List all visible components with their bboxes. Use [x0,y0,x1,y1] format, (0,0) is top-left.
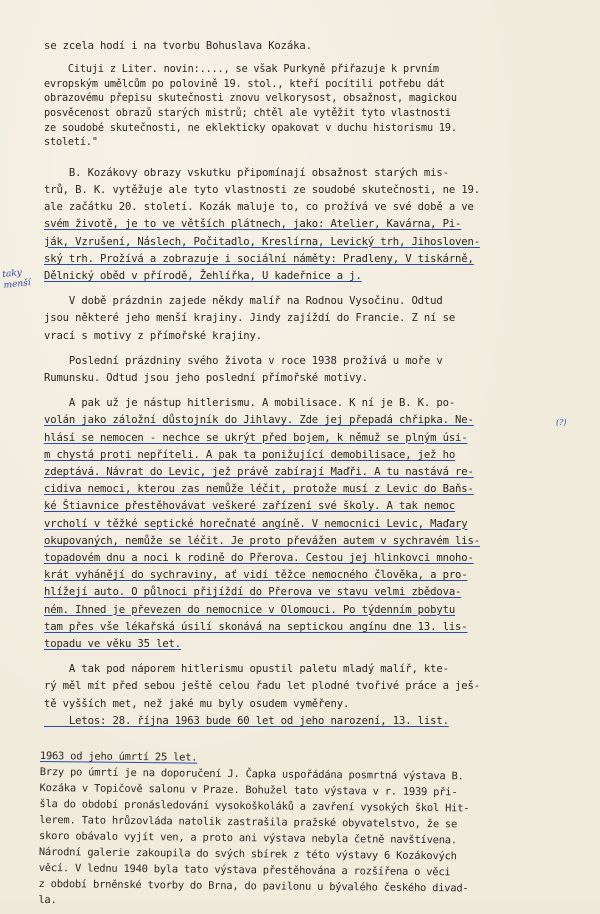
text-line: okupovaných, nemůže se léčit. Je proto převážen autem v sychravém lis- [44,534,480,547]
text-line: Poslední prázdniny svého života v roce 1938 prožívá u moře v [44,354,443,367]
text-line: A pak už je nástup hitlerismu. A mobilisace. K ní je B. K. po- [44,397,456,410]
paragraph-mobilisation [44,395,584,653]
quote-line: století." [44,137,98,149]
text-line: hlížejí auto. O půlnoci přijíždí do Přerova ve stavu velmi zbědova- [44,586,462,599]
text-line: hlásí se nemocen - nechce se ukrýt před bojem, k němuž se plným úsi- [44,431,468,444]
text-line: volán jako záložní důstojník do Jihlavy. Zde jej přepadá chřipka. Ne- [44,414,474,427]
pasted-insert-block [38,748,596,914]
text-line: V době prázdnin zajede někdy malíř na Rodnou Vysočinu. Odtud [44,295,443,308]
text-line: topadovém dnu a noci k rodině do Přerova. Cestou jej hlinkovci mnoho- [44,552,474,565]
text-line: 1963 od jeho úmrtí 25 let. [39,749,198,764]
text-line: skoro obávalo vyjít ven, a proto ani výstava nebyla četně navštívena. [39,829,457,847]
text-line: Národní galerie zakoupila do svých sbírek z této výstavy 6 Kozákových [38,845,457,863]
text-line: krát vyhánějí do sychraviny, ať vidí těžce nemocného člověka, a pro- [44,569,468,582]
text-line: Rumunsku. Odtud jsou jeho poslední přímořské motivy. [44,372,368,384]
quote-line: Cituji z Liter. novin:...., se však Purkyně přiřazuje k prvním [44,64,439,76]
text-line: ném. Ihned je převezen do nemocnice v Olomouci. Po týdenním pobytu [44,603,456,616]
text-line: tě vyšších met, než jaké mu byly osudem vyměřeny. [44,697,350,710]
handwritten-mark: (?) [556,418,567,427]
text-line: zdeptává. Návrat do Levic, jež právě zabírají Maďři. A tu nastává re- [44,466,474,479]
text-line: vrcholí v těžké septické horečnaté angíně. V nemocnici Levic, Maďary [44,517,468,530]
text-line: rý měl mít před sebou ještě celou řadu let plodné tvořivé práce a ješ- [44,680,480,693]
quote-line: evropským umělcům po polovině 19. stol., kteří pocítili potřebu dát [44,78,445,90]
text-line: jsou některé jeho menší krajiny. Jindy zajíždí do Francie. Z ní se [44,312,456,325]
text-line: lerem. Tato hrůzovláda natolik zastrašila pražské obyvatelstvo, že se [39,813,458,831]
text-line: tam přes vše lékařská úsilí skonává na septickou angínu dne 13. lis- [44,620,468,633]
text-line: šla do období pronásledování vysokoškoláků a zavření vysokých škol Hit- [39,797,470,815]
text-line: B. Kozákovy obrazy vskutku připomínají obsažnost starých mis- [44,166,449,179]
text-line: věcí. V lednu 1940 byla tato výstava přestěhována a rozšířena o věci [38,861,451,879]
typewritten-text [44,38,584,730]
text-line: Letos: 28. října 1963 bude 60 let od jeho narození, 13. list. [44,714,449,727]
paragraph-romania [44,353,584,387]
text-line: trů, B. K. vytěžuje ale tyto vlastnosti ze soudobé skutečnosti, ne 19. [44,183,480,196]
text-line: se zcela hodí i na tvorbu Bohuslava Kozáka. [44,40,312,52]
text-line: Brzy po úmrtí je na doporučení J. Čapka uspořádána posmrtná výstava B. [39,765,464,783]
quote-block [44,63,584,151]
text-line: vrací s motivy z přímořské krajiny. [44,329,262,342]
paragraph-works [44,165,584,285]
handwritten-margin-note: taky menší [1,268,32,291]
text-line: Dělnický oběd v přírodě, Žehlířka, U kadeřnice a j. [44,269,362,282]
paragraph-anniversary [44,713,584,730]
text-line: ale začátku 20. století. Kozák maluje to, co prožívá ve své době a ve [44,201,474,214]
quote-line: obrazovému přepisu skutečnosti znovu velkorysost, obsažnost, magickou [44,93,457,105]
text-line: ják, Vzrušení, Náslech, Počitadlo, Kreslírna, Levický trh, Jihosloven- [44,235,480,248]
text-line: ké Štiavnice přestěhovávat veškeré zařízení své školy. A tak nemoc [44,500,456,513]
quote-line: ze soudobé skutečnosti, ne eklekticky opakovat v duchu historismu 19. [44,122,457,134]
text-line: z období brněnské tvorby do Brna, do pavilonu u bývalého českého divad- [38,877,469,895]
text-line: A tak pod náporem hitlerismu opustil paletu mladý malíř, kte- [44,663,449,676]
text-line: ský trh. Prožívá a zobrazuje i sociální náměty: Pradleny, V tiskárně, [44,252,474,265]
text-line: svém životě, je to ve větších plátnech, jako: Atelier, Kavárna, Pi- [44,218,462,231]
quote-line: posvěcenost obrazů starých mistrů; chtěl ale vytěžit tyto vlastnosti [44,107,451,119]
text-line: topadu ve věku 35 let. [44,638,182,651]
text-line: cidiva nemoci, kterou zas nemůže léčit, protože musí z Levic do Baňs- [44,483,474,496]
text-line: m chystá proti nepříteli. A pak ta ponižující demobilisace, jež ho [44,448,456,461]
paragraph-ending [44,661,584,713]
text-line: la. [38,893,57,907]
paragraph-holidays [44,293,584,345]
text-line: Kozáka v Topičově salonu v Praze. Bohužel tato výstava v r. 1939 při- [39,781,458,799]
